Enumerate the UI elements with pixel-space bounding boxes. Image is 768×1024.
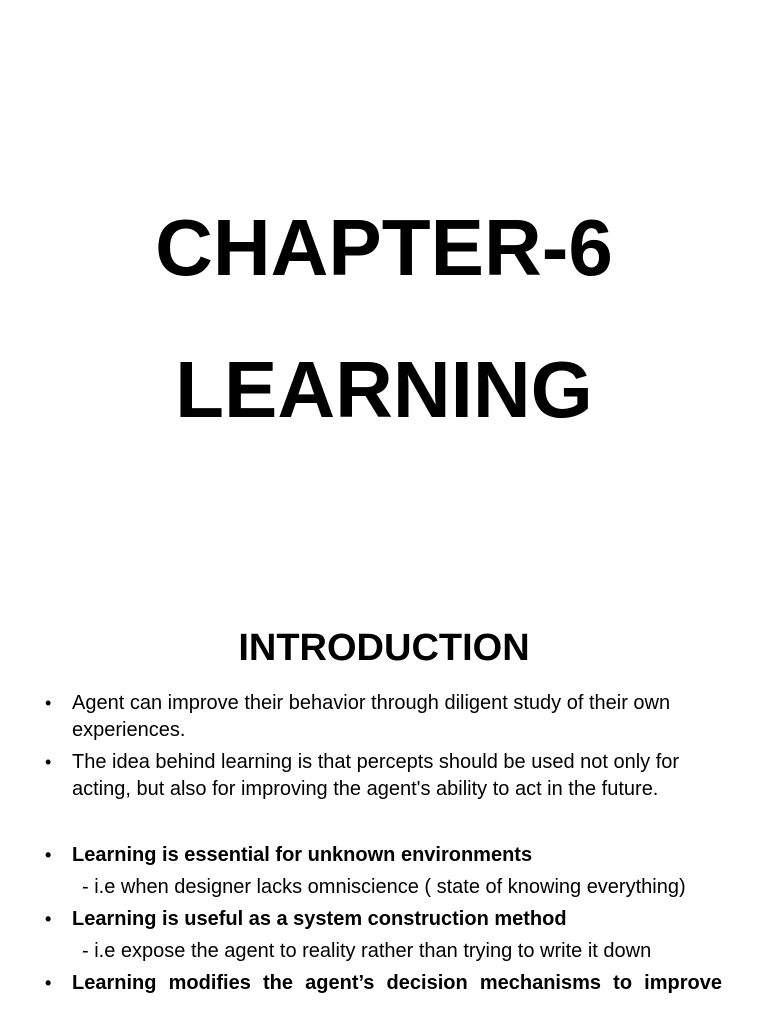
bullet-text: The idea behind learning is that percepts should be used not only for acting, but also for improving the agent's ability to act in the future. (72, 751, 680, 800)
list-item (45, 690, 722, 744)
bullet-subtext: - i.e when designer lacks omniscience ( state of knowing everything) (82, 876, 686, 898)
list-item (45, 970, 722, 997)
bullet-icon: • (45, 973, 52, 993)
section-heading: INTRODUCTION (238, 627, 530, 669)
bullet-text: Learning is essential for unknown environments (72, 844, 533, 866)
bullet-icon: • (45, 752, 52, 772)
bullet-text: Learning is useful as a system construction method (72, 908, 567, 930)
intro-bullet-list (45, 690, 722, 803)
bullet-subtext: - i.e expose the agent to reality rather than trying to write it down (82, 940, 652, 962)
bullet-text: Agent can improve their behavior through diligent study of their own experiences. (72, 692, 671, 741)
list-item (45, 906, 722, 965)
bullet-icon: • (45, 909, 52, 929)
list-item (45, 842, 722, 901)
learning-bullet-list (45, 842, 722, 997)
bullet-icon: • (45, 693, 52, 713)
bullet-icon: • (45, 845, 52, 865)
chapter-title: CHAPTER-6 (155, 203, 613, 292)
chapter-topic-title: LEARNING (175, 345, 593, 434)
bullet-text: Learning modifies the agent’s decision mechanisms to improve (72, 972, 722, 994)
list-item (45, 749, 722, 803)
